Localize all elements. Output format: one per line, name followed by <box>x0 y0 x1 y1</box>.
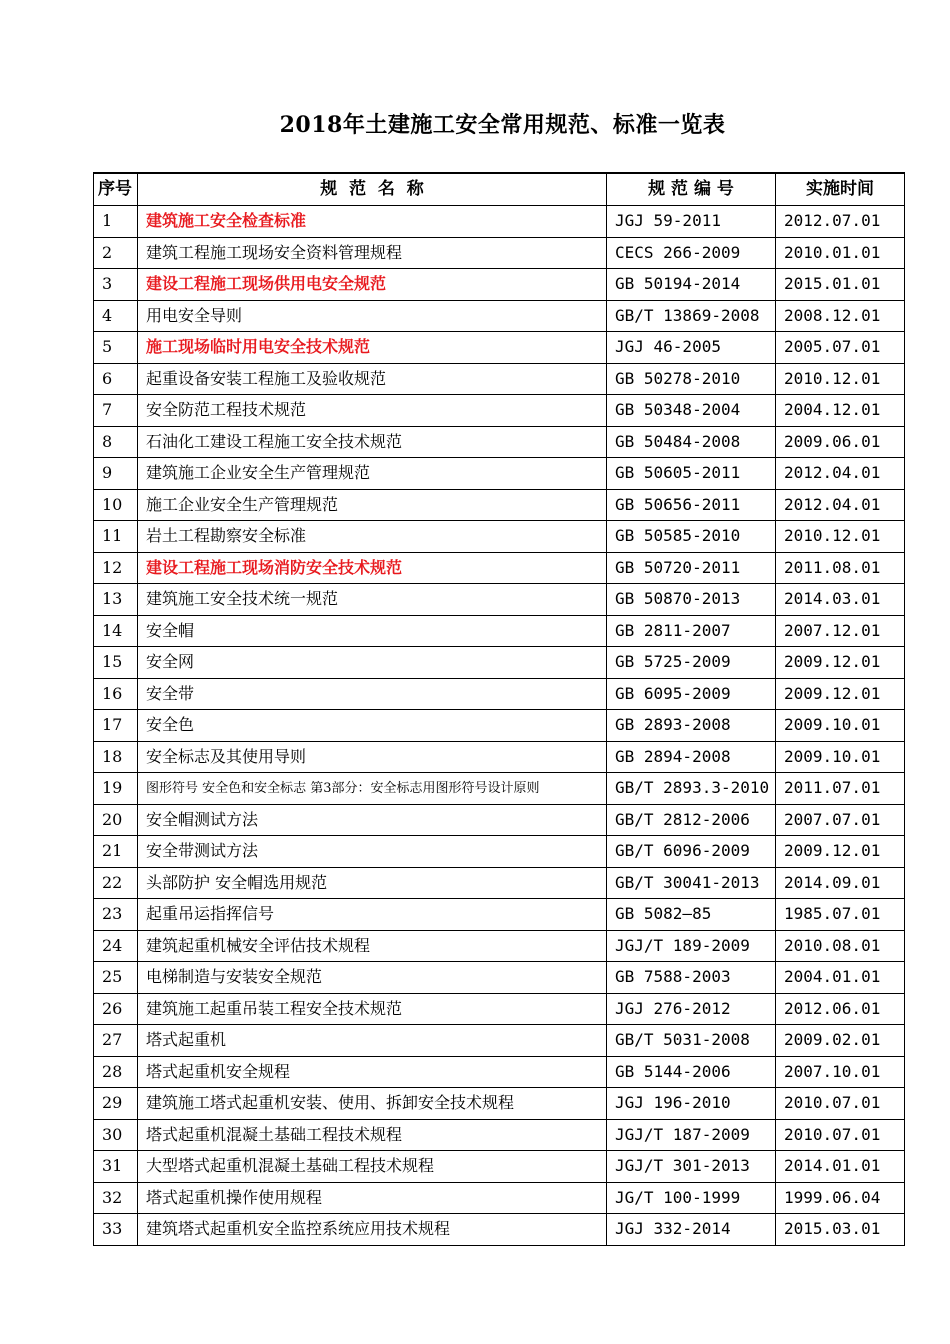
row-name: 大型塔式起重机混凝土基础工程技术规程 <box>138 1151 607 1183</box>
row-code: JGJ 46-2005 <box>607 332 776 364</box>
row-name: 安全帽测试方法 <box>138 804 607 836</box>
table-row <box>94 1056 905 1088</box>
header-code: 规 范 编 号 <box>607 173 776 206</box>
row-name: 建筑塔式起重机安全监控系统应用技术规程 <box>138 1214 607 1246</box>
table-row <box>94 363 905 395</box>
row-name: 起重吊运指挥信号 <box>138 899 607 931</box>
table-row <box>94 426 905 458</box>
row-code: GB 5144-2006 <box>607 1056 776 1088</box>
row-name: 电梯制造与安装安全规范 <box>138 962 607 994</box>
row-code: GB 5725-2009 <box>607 647 776 679</box>
row-name: 用电安全导则 <box>138 300 607 332</box>
row-name: 安全帽 <box>138 615 607 647</box>
row-seq: 16 <box>94 678 138 710</box>
row-seq: 19 <box>94 773 138 805</box>
row-date: 2012.07.01 <box>776 206 905 238</box>
row-name: 安全防范工程技术规范 <box>138 395 607 427</box>
row-code: JG/T 100-1999 <box>607 1182 776 1214</box>
table-row <box>94 836 905 868</box>
row-date: 2009.12.01 <box>776 836 905 868</box>
row-name: 建筑施工塔式起重机安装、使用、拆卸安全技术规程 <box>138 1088 607 1120</box>
table-row <box>94 584 905 616</box>
row-date: 2005.07.01 <box>776 332 905 364</box>
table-row <box>94 206 905 238</box>
row-seq: 7 <box>94 395 138 427</box>
row-date: 2010.12.01 <box>776 521 905 553</box>
row-code: GB/T 2812-2006 <box>607 804 776 836</box>
row-code: GB 2894-2008 <box>607 741 776 773</box>
table-row <box>94 899 905 931</box>
table-row <box>94 332 905 364</box>
row-date: 2010.08.01 <box>776 930 905 962</box>
row-name: 安全带 <box>138 678 607 710</box>
table-row <box>94 552 905 584</box>
row-seq: 3 <box>94 269 138 301</box>
row-code: GB 5082—85 <box>607 899 776 931</box>
table-row <box>94 300 905 332</box>
row-code: CECS 266-2009 <box>607 237 776 269</box>
table-row <box>94 1025 905 1057</box>
row-name: 安全标志及其使用导则 <box>138 741 607 773</box>
row-name: 石油化工建设工程施工安全技术规范 <box>138 426 607 458</box>
row-name: 施工现场临时用电安全技术规范 <box>138 332 607 364</box>
row-date: 2012.04.01 <box>776 489 905 521</box>
row-seq: 30 <box>94 1119 138 1151</box>
row-date: 2012.04.01 <box>776 458 905 490</box>
row-seq: 24 <box>94 930 138 962</box>
table-row <box>94 489 905 521</box>
row-name: 建筑施工安全检查标准 <box>138 206 607 238</box>
row-date: 2011.07.01 <box>776 773 905 805</box>
row-date: 2007.10.01 <box>776 1056 905 1088</box>
table-row <box>94 458 905 490</box>
row-date: 1999.06.04 <box>776 1182 905 1214</box>
document-title: 2018年土建施工安全常用规范、标准一览表 <box>279 112 726 138</box>
row-seq: 33 <box>94 1214 138 1246</box>
row-date: 2014.01.01 <box>776 1151 905 1183</box>
table-row <box>94 1151 905 1183</box>
row-name: 建设工程施工现场供用电安全规范 <box>138 269 607 301</box>
table-row <box>94 962 905 994</box>
row-date: 2010.12.01 <box>776 363 905 395</box>
row-date: 2014.09.01 <box>776 867 905 899</box>
row-seq: 25 <box>94 962 138 994</box>
row-code: GB/T 2893.3-2010 <box>607 773 776 805</box>
row-date: 2015.03.01 <box>776 1214 905 1246</box>
row-seq: 9 <box>94 458 138 490</box>
row-seq: 1 <box>94 206 138 238</box>
row-date: 2009.10.01 <box>776 710 905 742</box>
row-code: GB/T 13869-2008 <box>607 300 776 332</box>
table-row <box>94 395 905 427</box>
row-seq: 27 <box>94 1025 138 1057</box>
row-name: 建筑施工安全技术统一规范 <box>138 584 607 616</box>
table-row <box>94 1214 905 1246</box>
row-seq: 18 <box>94 741 138 773</box>
table-row <box>94 741 905 773</box>
row-code: GB 2893-2008 <box>607 710 776 742</box>
row-date: 2009.10.01 <box>776 741 905 773</box>
row-name: 岩土工程勘察安全标准 <box>138 521 607 553</box>
row-name: 安全带测试方法 <box>138 836 607 868</box>
row-seq: 6 <box>94 363 138 395</box>
row-date: 2009.06.01 <box>776 426 905 458</box>
header-name: 规 范 名 称 <box>138 173 607 206</box>
row-seq: 20 <box>94 804 138 836</box>
row-code: GB 7588-2003 <box>607 962 776 994</box>
row-date: 2010.01.01 <box>776 237 905 269</box>
table-header-row <box>94 173 905 206</box>
row-seq: 23 <box>94 899 138 931</box>
row-name: 起重设备安装工程施工及验收规范 <box>138 363 607 395</box>
row-seq: 26 <box>94 993 138 1025</box>
row-date: 2008.12.01 <box>776 300 905 332</box>
row-code: JGJ/T 301-2013 <box>607 1151 776 1183</box>
row-seq: 28 <box>94 1056 138 1088</box>
row-code: JGJ 59-2011 <box>607 206 776 238</box>
table-row <box>94 867 905 899</box>
row-date: 2010.07.01 <box>776 1119 905 1151</box>
row-name: 建筑施工起重吊装工程安全技术规范 <box>138 993 607 1025</box>
table-row <box>94 1182 905 1214</box>
row-code: GB 50585-2010 <box>607 521 776 553</box>
table-row <box>94 1088 905 1120</box>
row-name: 塔式起重机操作使用规程 <box>138 1182 607 1214</box>
row-name: 施工企业安全生产管理规范 <box>138 489 607 521</box>
row-date: 2007.07.01 <box>776 804 905 836</box>
row-seq: 11 <box>94 521 138 553</box>
row-date: 2004.01.01 <box>776 962 905 994</box>
row-code: JGJ 196-2010 <box>607 1088 776 1120</box>
row-code: GB/T 5031-2008 <box>607 1025 776 1057</box>
row-name: 建筑工程施工现场安全资料管理规程 <box>138 237 607 269</box>
row-seq: 29 <box>94 1088 138 1120</box>
row-code: GB 2811-2007 <box>607 615 776 647</box>
row-name: 塔式起重机混凝土基础工程技术规程 <box>138 1119 607 1151</box>
row-name: 建筑施工企业安全生产管理规范 <box>138 458 607 490</box>
row-code: GB 50348-2004 <box>607 395 776 427</box>
row-seq: 31 <box>94 1151 138 1183</box>
row-date: 2009.12.01 <box>776 678 905 710</box>
row-code: JGJ/T 187-2009 <box>607 1119 776 1151</box>
header-date: 实施时间 <box>776 173 905 206</box>
row-date: 2009.02.01 <box>776 1025 905 1057</box>
table-row <box>94 615 905 647</box>
row-seq: 13 <box>94 584 138 616</box>
row-date: 2015.01.01 <box>776 269 905 301</box>
row-seq: 8 <box>94 426 138 458</box>
row-name: 图形符号 安全色和安全标志 第3部分：安全标志用图形符号设计原则 <box>138 773 607 805</box>
table-row <box>94 930 905 962</box>
row-code: GB 50194-2014 <box>607 269 776 301</box>
row-seq: 2 <box>94 237 138 269</box>
row-name: 头部防护 安全帽选用规范 <box>138 867 607 899</box>
row-seq: 12 <box>94 552 138 584</box>
row-seq: 21 <box>94 836 138 868</box>
table-body <box>94 206 905 1246</box>
row-seq: 5 <box>94 332 138 364</box>
row-code: JGJ 332-2014 <box>607 1214 776 1246</box>
row-date: 2012.06.01 <box>776 993 905 1025</box>
row-code: GB 6095-2009 <box>607 678 776 710</box>
row-seq: 22 <box>94 867 138 899</box>
row-name: 塔式起重机 <box>138 1025 607 1057</box>
row-code: GB 50484-2008 <box>607 426 776 458</box>
row-date: 2010.07.01 <box>776 1088 905 1120</box>
table-row <box>94 993 905 1025</box>
table-row <box>94 804 905 836</box>
row-code: GB 50870-2013 <box>607 584 776 616</box>
row-seq: 14 <box>94 615 138 647</box>
row-seq: 10 <box>94 489 138 521</box>
header-seq: 序号 <box>94 173 138 206</box>
row-date: 2007.12.01 <box>776 615 905 647</box>
row-date: 2011.08.01 <box>776 552 905 584</box>
row-code: JGJ 276-2012 <box>607 993 776 1025</box>
row-seq: 32 <box>94 1182 138 1214</box>
row-name: 塔式起重机安全规程 <box>138 1056 607 1088</box>
row-seq: 4 <box>94 300 138 332</box>
row-name: 安全色 <box>138 710 607 742</box>
row-name: 建筑起重机械安全评估技术规程 <box>138 930 607 962</box>
row-date: 1985.07.01 <box>776 899 905 931</box>
table-row <box>94 521 905 553</box>
row-seq: 17 <box>94 710 138 742</box>
row-code: GB/T 6096-2009 <box>607 836 776 868</box>
table-row <box>94 269 905 301</box>
row-date: 2004.12.01 <box>776 395 905 427</box>
table-row <box>94 773 905 805</box>
row-code: GB 50278-2010 <box>607 363 776 395</box>
table-row <box>94 678 905 710</box>
table-row <box>94 710 905 742</box>
standards-table <box>93 172 905 1246</box>
row-code: GB 50656-2011 <box>607 489 776 521</box>
row-date: 2009.12.01 <box>776 647 905 679</box>
row-name: 安全网 <box>138 647 607 679</box>
table-row <box>94 237 905 269</box>
table-row <box>94 647 905 679</box>
row-date: 2014.03.01 <box>776 584 905 616</box>
row-code: GB 50720-2011 <box>607 552 776 584</box>
row-code: JGJ/T 189-2009 <box>607 930 776 962</box>
row-name: 建设工程施工现场消防安全技术规范 <box>138 552 607 584</box>
row-code: GB 50605-2011 <box>607 458 776 490</box>
table-row <box>94 1119 905 1151</box>
row-code: GB/T 30041-2013 <box>607 867 776 899</box>
row-seq: 15 <box>94 647 138 679</box>
